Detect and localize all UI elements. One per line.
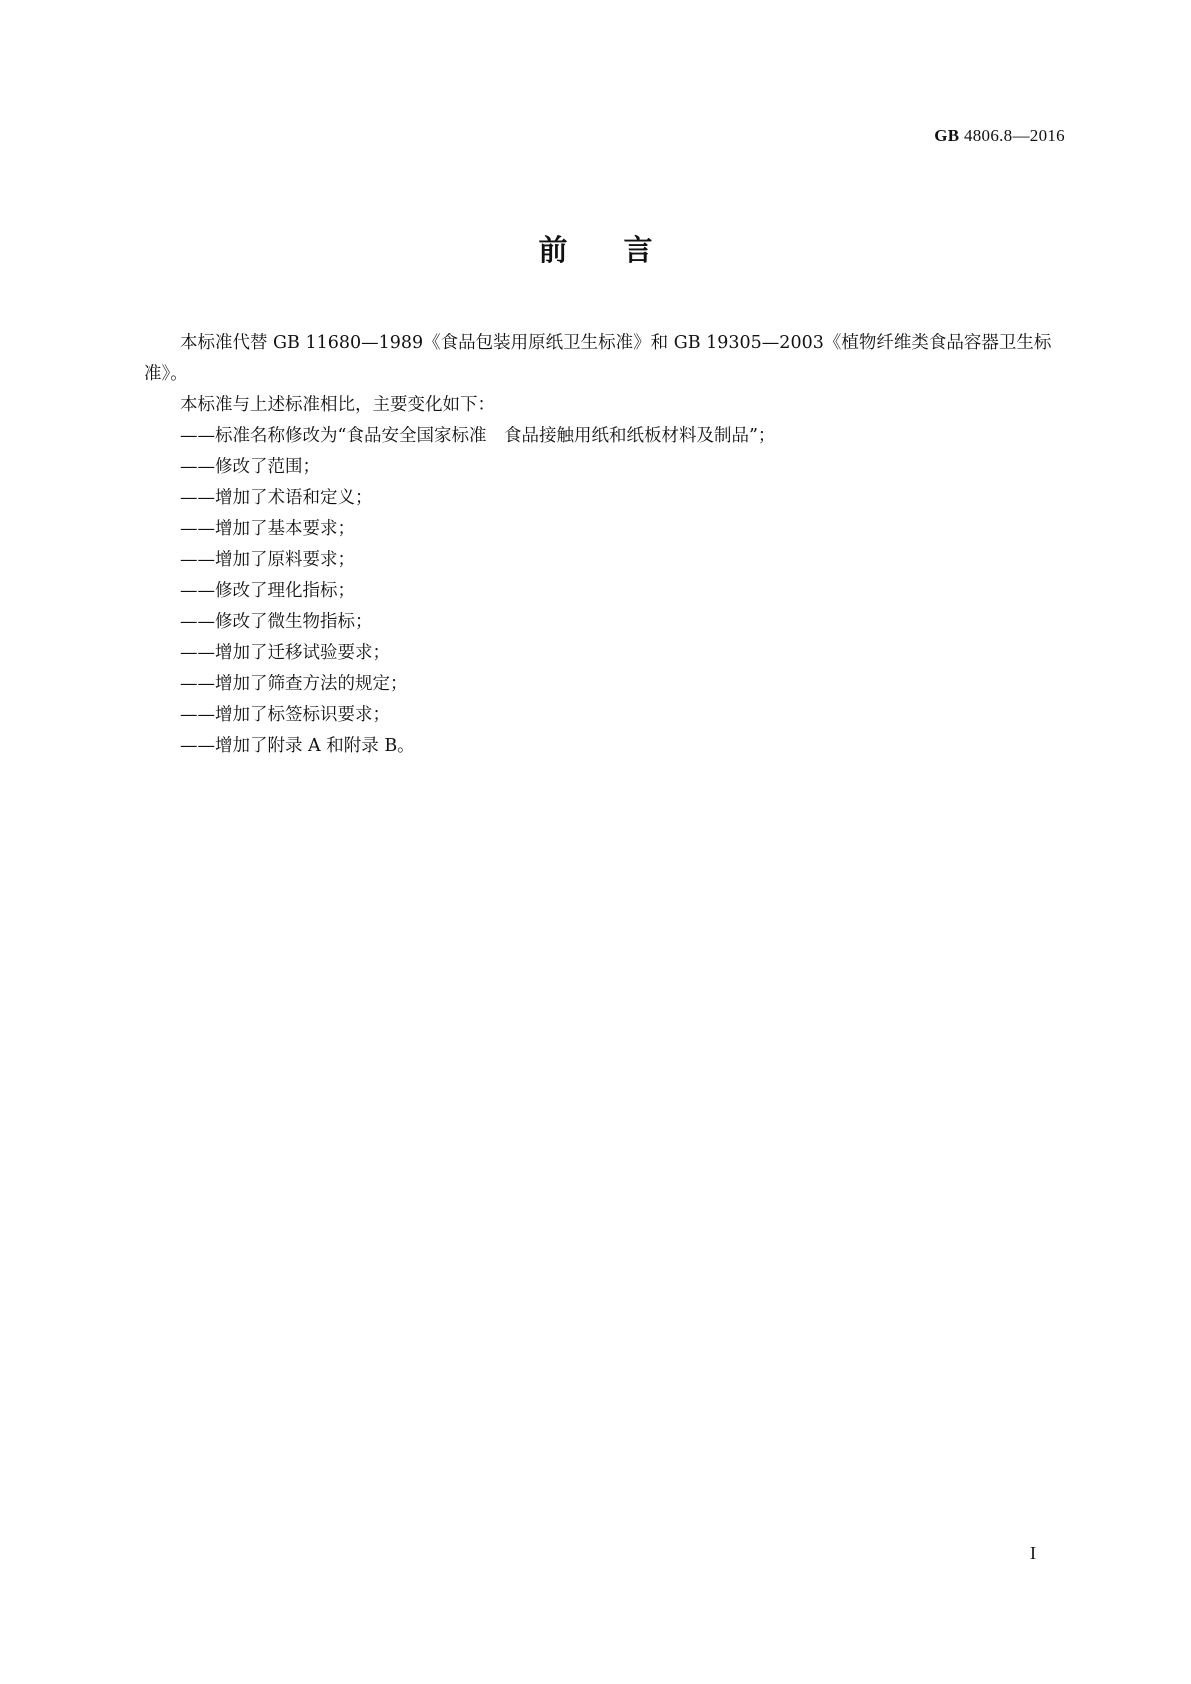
intro-paragraph-changes: 本标准与上述标准相比，主要变化如下： <box>180 395 495 415</box>
list-item: ——增加了术语和定义； <box>180 488 373 508</box>
list-item: ——修改了理化指标； <box>180 581 355 601</box>
page-number: I <box>1030 1543 1036 1563</box>
list-item: ——修改了微生物指标； <box>180 612 373 632</box>
list-item: ——增加了标签标识要求； <box>180 705 390 725</box>
list-item: ——修改了范围； <box>180 457 320 477</box>
list-item: ——增加了筛查方法的规定； <box>180 674 408 694</box>
list-item: ——标准名称修改为“食品安全国家标准 食品接触用纸和纸板材料及制品”； <box>180 426 776 446</box>
list-item: ——增加了原料要求； <box>180 550 355 570</box>
standard-code-prefix: GB <box>934 126 960 145</box>
standard-code <box>934 126 1065 146</box>
page-title: 前言 <box>538 233 709 267</box>
list-item: ——增加了基本要求； <box>180 519 355 539</box>
document-body <box>144 328 1064 762</box>
standard-code-number: 4806.8—2016 <box>963 126 1065 145</box>
list-item: ——增加了迁移试验要求； <box>180 643 390 663</box>
changes-list <box>144 421 1064 762</box>
intro-paragraph-replacement: 本标准代替 GB 11680—1989《食品包装用原纸卫生标准》和 GB 19305—2003《植物纤维类食品容器卫生标准》。 <box>144 333 1052 384</box>
list-item: ——增加了附录 A 和附录 B。 <box>180 736 415 756</box>
